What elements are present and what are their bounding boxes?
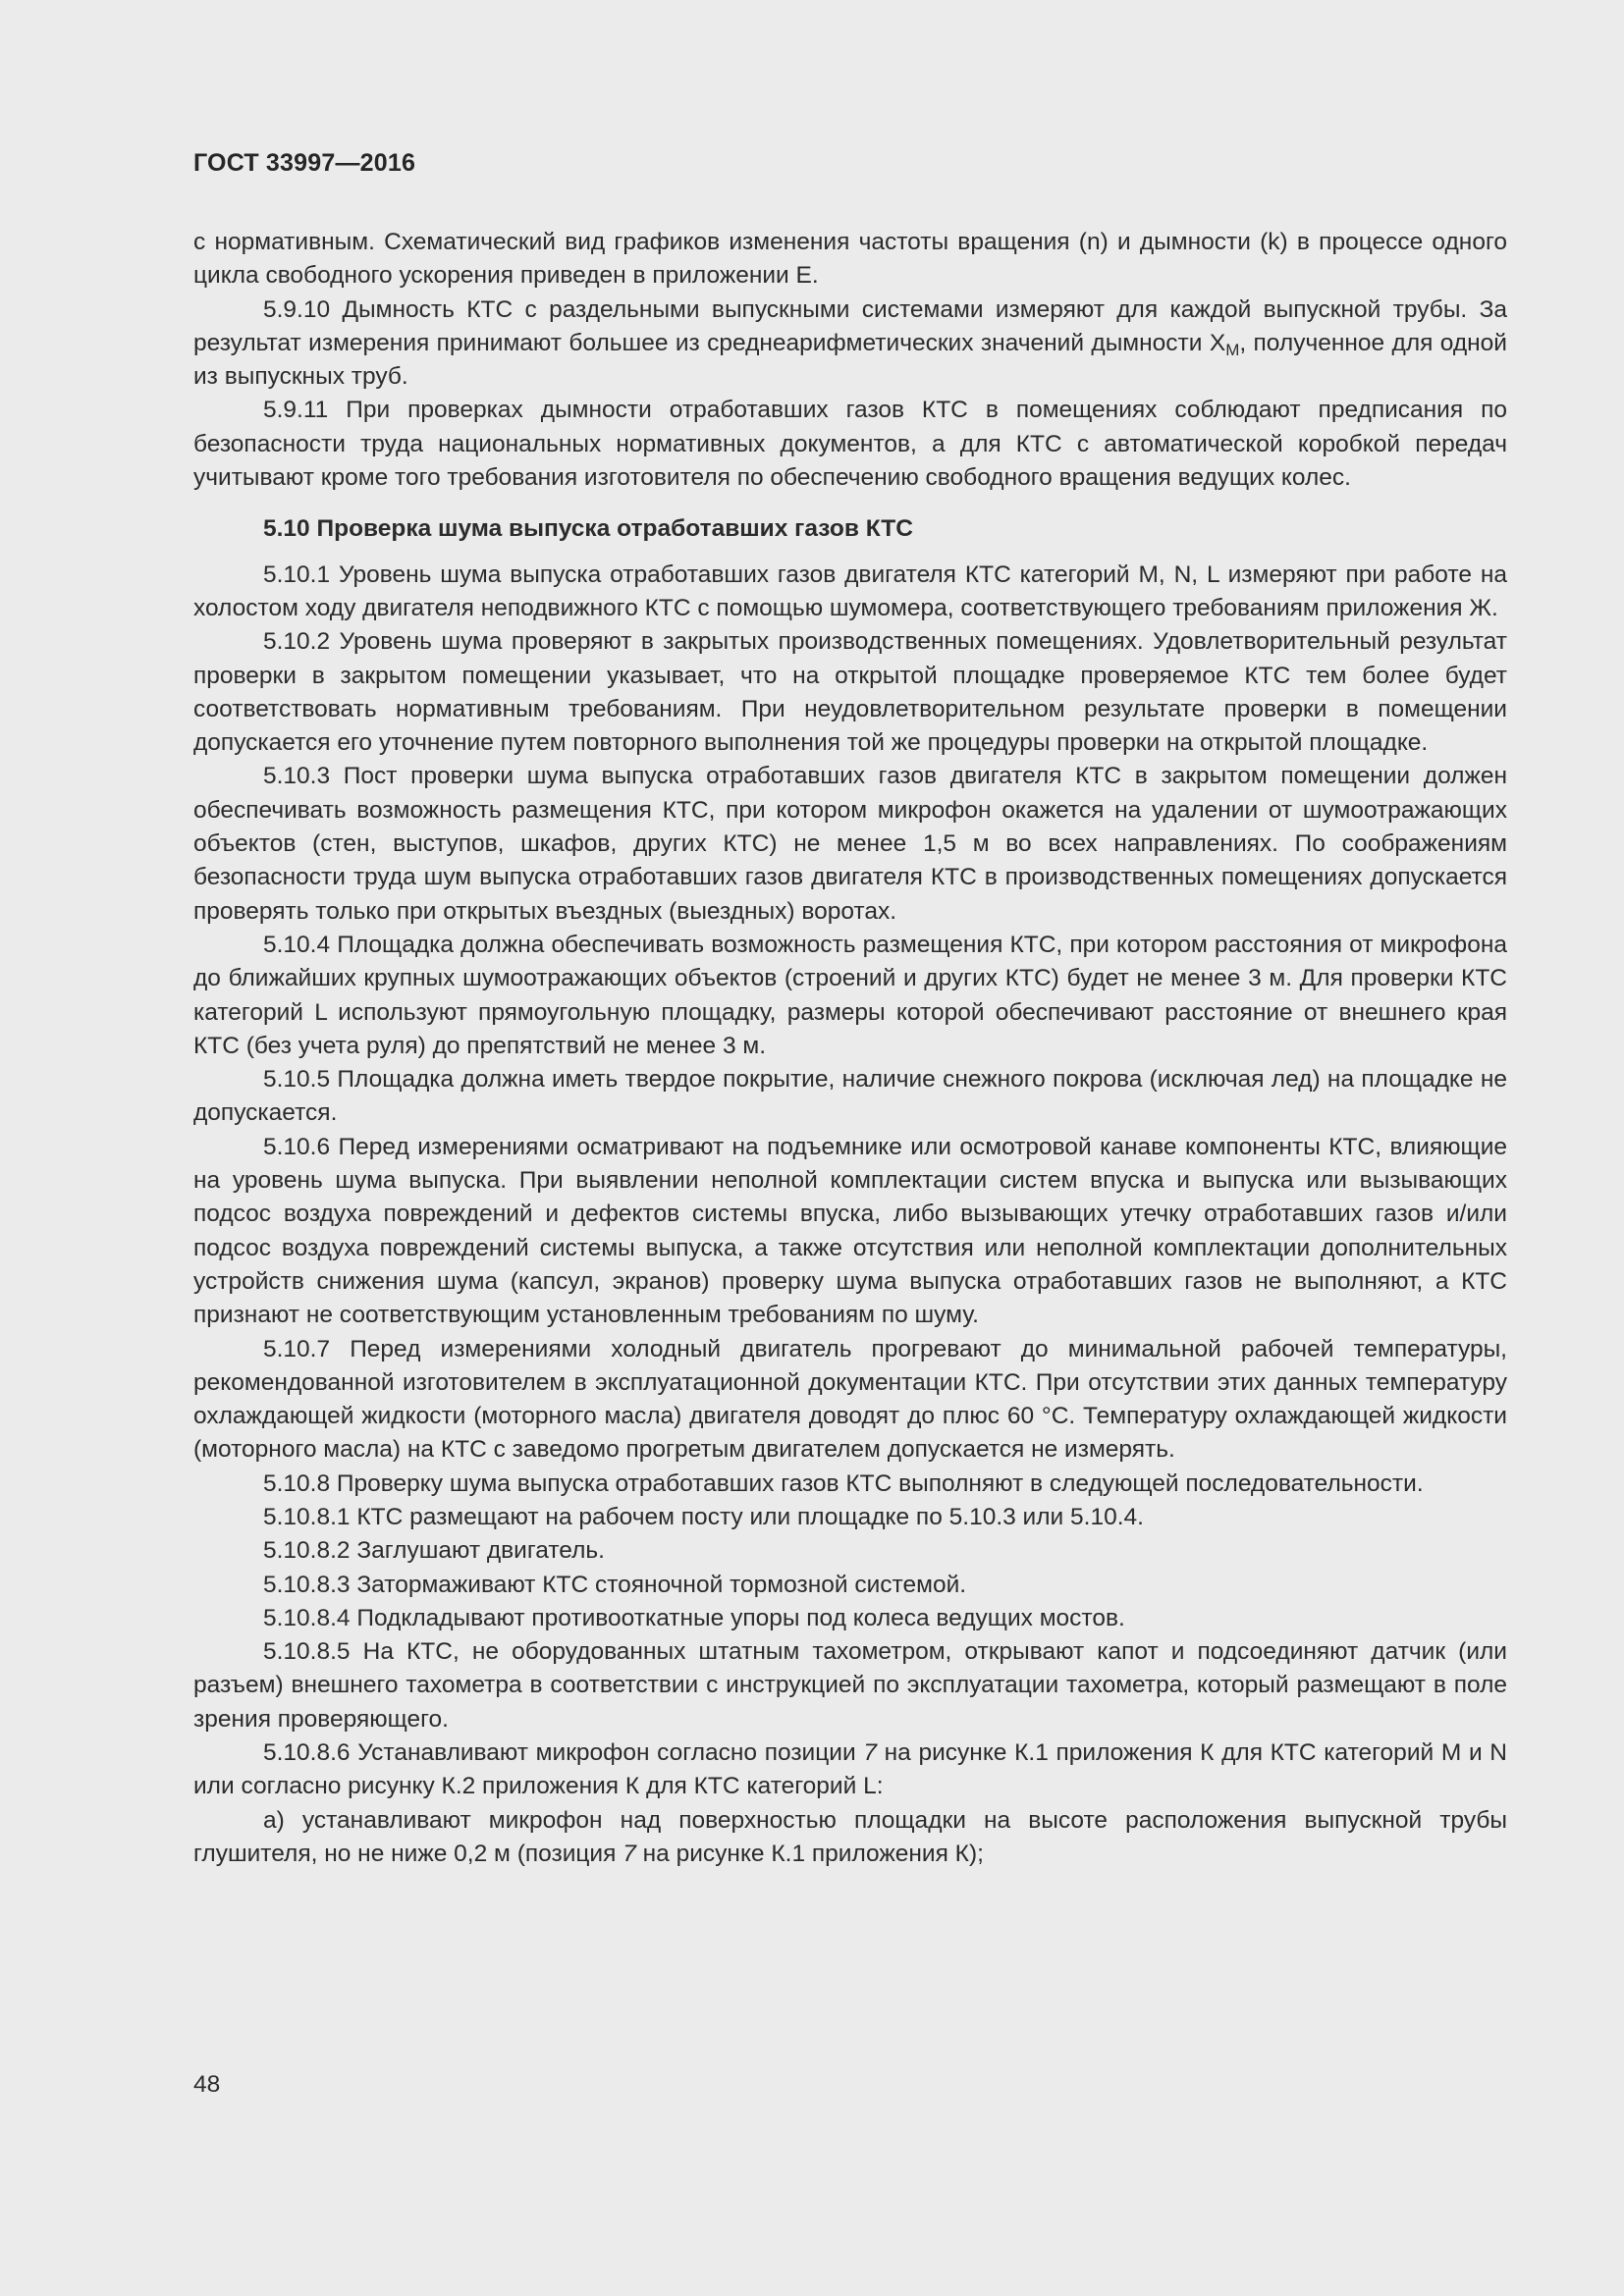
clause-5-10-6: 5.10.6 Перед измерениями осматривают на подъемнике или осмотровой канаве компоненты КТС, влияющие на уровень шума выпуска. При выявлении неполной комплектации систем впуска и выпуска или вызывающих подсос воздуха повреждений и дефектов системы впуска, либо вызывающих утечку отработавших газов и/или подсос воздуха повреждений системы выпуска, а также отсутствия или неполной комплектации дополнительных устройств снижения шума (капсул, экранов) проверку шума выпуска отработавших газов не выполняют, а КТС признают не соответствующим установленным требованиям по шуму. xyxy=(193,1133,1507,1329)
section-heading-5-10: 5.10 Проверка шума выпуска отработавших газов КТС xyxy=(263,515,913,543)
position-number: 7 xyxy=(623,1840,636,1867)
document-header: ГОСТ 33997—2016 xyxy=(193,149,416,177)
clause-5-10-8-6-text: 5.10.8.6 Устанавливают микрофон согласно позиции xyxy=(263,1739,864,1767)
clause-5-10-8-6 xyxy=(193,1736,1507,1804)
paragraph-continuation: с нормативным. Схематический вид графиков изменения частоты вращения (n) и дымности (k) в процессе одного цикла свободного ускорения приведен в приложении Е. xyxy=(193,229,1507,290)
list-item-a xyxy=(193,1804,1507,1872)
clause-5-10-5: 5.10.5 Площадка должна иметь твердое покрытие, наличие снежного покрова (исключая лед) на площадке не допускается. xyxy=(193,1066,1507,1127)
clause-5-10-8-4: 5.10.8.4 Подкладывают противооткатные упоры под колеса ведущих мостов. xyxy=(263,1604,1125,1631)
document-body xyxy=(193,226,1507,1871)
clause-5-10-8-6-tail: на рисунке К.1 приложения К для КТС категорий M и N или согласно рисунку К.2 приложения К для КТС категорий L: xyxy=(193,1739,1507,1800)
clause-5-9-10 xyxy=(193,294,1507,395)
clause-5-9-10-tail: , полученное для одной из выпускных труб. xyxy=(193,329,1507,391)
clause-5-10-8-5: 5.10.8.5 На КТС, не оборудованных штатным тахометром, открывают капот и подсоединяют датчик (или разъем) внешнего тахометра в соответствии с инструкцией по эксплуатации тахометра, который размещают в поле зрения проверяющего. xyxy=(193,1638,1507,1733)
clause-5-9-10-text: 5.9.10 Дымность КТС с раздельными выпускными системами измеряют для каждой выпускной трубы. За результат измерения принимают большее из среднеарифметических значений дымности X xyxy=(193,295,1507,356)
page-number: 48 xyxy=(193,2071,221,2098)
clause-5-10-8-3: 5.10.8.3 Затормаживают КТС стояночной тормозной системой. xyxy=(263,1571,967,1598)
list-item-a-text: а) устанавливают микрофон над поверхностью площадки на высоте расположения выпускной трубы глушителя, но не ниже 0,2 м (позиция xyxy=(193,1806,1507,1867)
clause-5-10-7: 5.10.7 Перед измерениями холодный двигатель прогревают до минимальной рабочей температуры, рекомендованной изготовителем в эксплуатационной документации КТС. При отсутствии этих данных температуру охлаждающей жидкости (моторного масла) двигателя доводят до плюс 60 °С. Температуру охлаждающей жидкости (моторного масла) на КТС с заведомо прогретым двигателем допускается не измерять. xyxy=(193,1335,1507,1464)
clause-5-10-2: 5.10.2 Уровень шума проверяют в закрытых производственных помещениях. Удовлетворительный результат проверки в закрытом помещении указывает, что на открытой площадке проверяемое КТС тем более будет соответствовать нормативным требованиям. При неудовлетворительном результате проверки в помещении допускается его уточнение путем повторного выполнения той же процедуры проверки на открытой площадке. xyxy=(193,628,1507,757)
clause-5-10-1: 5.10.1 Уровень шума выпуска отработавших газов двигателя КТС категорий M, N, L измеряют при работе на холостом ходу двигателя неподвижного КТС с помощью шумомера, соответствующего требованиям приложения Ж. xyxy=(193,561,1507,621)
subscript-m: M xyxy=(1225,340,1240,359)
clause-5-9-11: 5.9.11 При проверках дымности отработавших газов КТС в помещениях соблюдают предписания по безопасности труда национальных нормативных документов, а для КТС с автоматической коробкой передач учитывают кроме того требования изготовителя по обеспечению свободного вращения ведущих колес. xyxy=(193,397,1507,492)
clause-5-10-8-1: 5.10.8.1 КТС размещают на рабочем посту или площадке по 5.10.3 или 5.10.4. xyxy=(263,1503,1144,1530)
clause-5-10-8: 5.10.8 Проверку шума выпуска отработавших газов КТС выполняют в следующей последовательности. xyxy=(263,1469,1424,1497)
position-number: 7 xyxy=(863,1739,877,1767)
clause-5-10-4: 5.10.4 Площадка должна обеспечивать возможность размещения КТС, при котором расстояния от микрофона до ближайших крупных шумоотражающих объектов (строений и других КТС) будет не менее 3 м. Для проверки КТС категорий L используют прямоугольную площадку, размеры которой обеспечивают расстояние от внешнего края КТС (без учета руля) до препятствий не менее 3 м. xyxy=(193,931,1507,1059)
clause-5-10-3: 5.10.3 Пост проверки шума выпуска отработавших газов двигателя КТС в закрытом помещении должен обеспечивать возможность размещения КТС, при котором микрофон окажется на удалении от шумоотражающих объектов (стен, выступов, шкафов, других КТС) не менее 1,5 м во всех направлениях. По соображениям безопасности труда шум выпуска отработавших газов двигателя КТС в производственных помещениях допускается проверять только при открытых въездных (выездных) воротах. xyxy=(193,763,1507,925)
clause-5-10-8-2: 5.10.8.2 Заглушают двигатель. xyxy=(263,1537,605,1565)
list-item-a-tail: на рисунке К.1 приложения К); xyxy=(635,1840,984,1867)
